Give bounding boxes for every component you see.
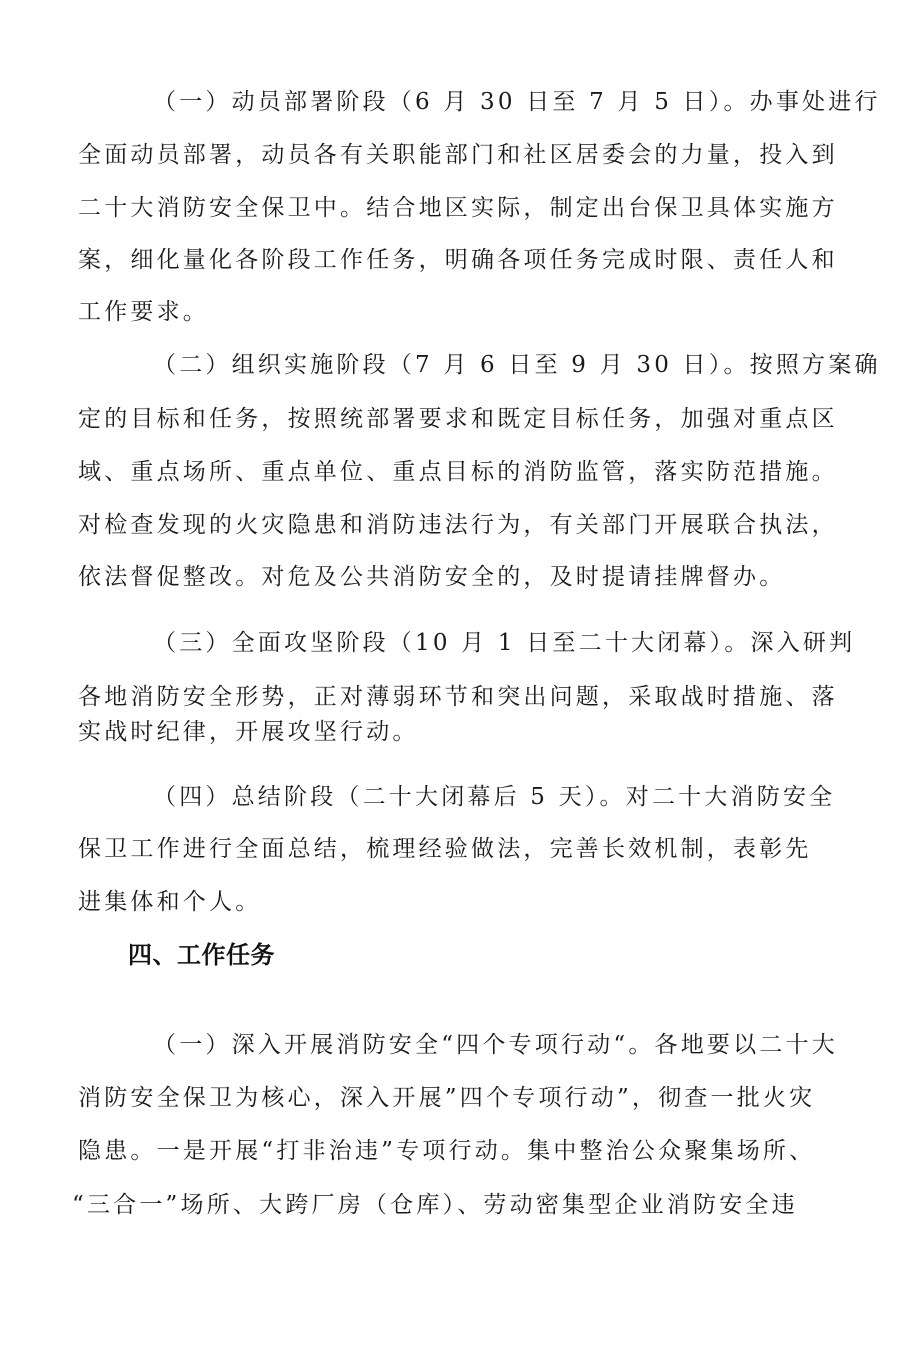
text-line: 进集体和个人。 <box>78 889 262 915</box>
text-line: “三合一”场所、大跨厂房（仓库）、劳动密集型企业消防安全违 <box>72 1192 798 1218</box>
text-line: 实战时纪律，开展攻坚行动。 <box>78 719 419 745</box>
text-line: 依法督促整改。对危及公共消防安全的，及时提请挂牌督办。 <box>78 564 786 590</box>
text-line: 隐患。一是开展“打非治违”专项行动。集中整治公众聚集场所、 <box>78 1138 816 1164</box>
text-line: 对检查发现的火灾隐患和消防违法行为，有关部门开展联合执法， <box>78 512 838 538</box>
text-line: 二十大消防安全保卫中。结合地区实际，制定出台保卫具体实施方 <box>78 195 838 221</box>
text-line: （三）全面攻坚阶段（10 月 1 日至二十大闭幕）。深入研判 <box>153 630 856 656</box>
text-line: 保卫工作进行全面总结，梳理经验做法，完善长效机制，表彰先 <box>78 836 812 862</box>
text-line: （一）深入开展消防安全“四个专项行动“。各地要以二十大 <box>153 1032 838 1058</box>
section-heading-work-tasks: 四、工作任务 <box>128 941 275 969</box>
text-line: 全面动员部署，动员各有关职能部门和社区居委会的力量，投入到 <box>78 142 838 168</box>
text-line: 域、重点场所、重点单位、重点目标的消防监管，落实防范措施。 <box>78 459 838 485</box>
text-line: 定的目标和任务，按照统部署要求和既定目标任务，加强对重点区 <box>78 406 838 432</box>
text-line: （一）动员部署阶段（6 月 30 日至 7 月 5 日）。办事处进行 <box>153 89 881 115</box>
text-line: 各地消防安全形势，正对薄弱环节和突出问题，采取战时措施、落 <box>78 684 838 710</box>
text-line: 工作要求。 <box>78 299 209 325</box>
text-line: 消防安全保卫为核心，深入开展”四个专项行动”，彻查一批火灾 <box>78 1085 816 1111</box>
text-line: （二）组织实施阶段（7 月 6 日至 9 月 30 日）。按照方案确 <box>153 352 881 378</box>
text-line: （四）总结阶段（二十大闭幕后 5 天）。对二十大消防安全 <box>153 784 836 810</box>
text-line: 案，细化量化各阶段工作任务，明确各项任务完成时限、责任人和 <box>78 247 838 273</box>
